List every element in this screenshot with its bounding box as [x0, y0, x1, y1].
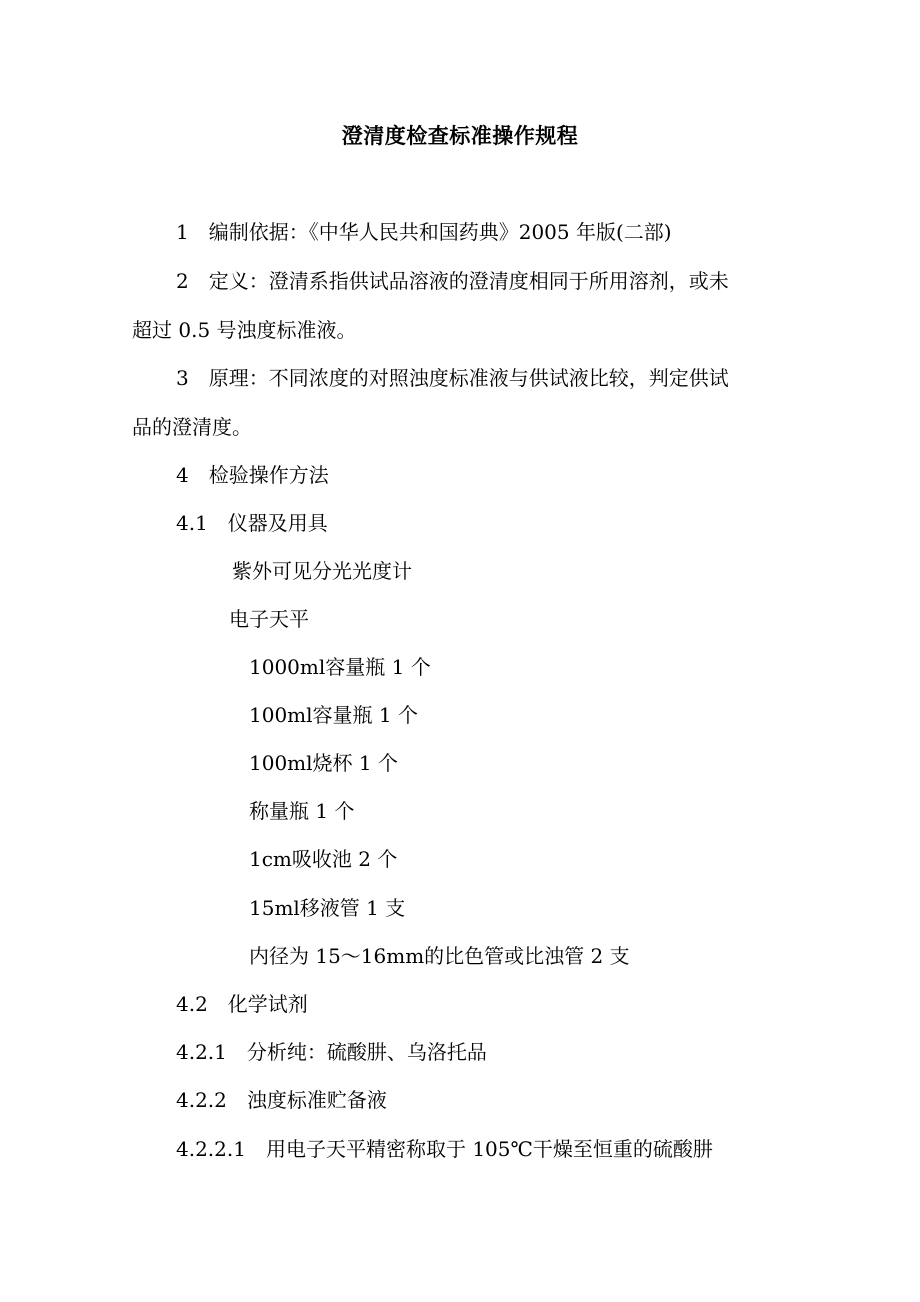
instrument-item-weighing-bottle: 称量瓶 1 个 [249, 799, 355, 823]
document-title: 澄清度检查标准操作规程 [341, 123, 579, 148]
definition-line-1: 2 定义：澄清系指供试品溶液的澄清度相同于所用溶剂，或未 [176, 269, 729, 293]
instrument-item-cuvette: 1cm吸收池 2 个 [249, 847, 398, 871]
definition-line-2: 超过 0.5 号浊度标准液。 [132, 318, 357, 342]
instrument-item-spectrophotometer: 紫外可见分光光度计 [232, 559, 412, 583]
instrument-item-pipette: 15ml移液管 1 支 [249, 896, 406, 920]
basis-line: 1 编制依据：《中华人民共和国药典》2005 年版(二部) [176, 220, 672, 244]
principle-line-1: 3 原理：不同浓度的对照浊度标准液与供试液比较，判定供试 [176, 366, 729, 390]
principle-line-2: 品的澄清度。 [132, 415, 252, 439]
turbidity-stock-heading: 4.2.2 浊度标准贮备液 [176, 1088, 387, 1112]
reagents-heading: 4.2 化学试剂 [176, 992, 308, 1016]
reagents-analytical-grade: 4.2.1 分析纯：硫酸肼、乌洛托品 [176, 1040, 487, 1064]
instruments-heading: 4.1 仪器及用具 [176, 511, 328, 535]
instrument-item-colorimetric-tube: 内径为 15～16mm的比色管或比浊管 2 支 [249, 944, 630, 968]
instrument-item-1000ml-flask: 1000ml容量瓶 1 个 [249, 655, 431, 679]
turbidity-stock-step-1: 4.2.2.1 用电子天平精密称取于 105℃干燥至恒重的硫酸肼 [176, 1137, 713, 1161]
instrument-item-100ml-flask: 100ml容量瓶 1 个 [249, 703, 418, 727]
instrument-item-balance: 电子天平 [229, 607, 309, 631]
method-heading: 4 检验操作方法 [176, 463, 329, 487]
instrument-item-beaker: 100ml烧杯 1 个 [249, 751, 398, 775]
